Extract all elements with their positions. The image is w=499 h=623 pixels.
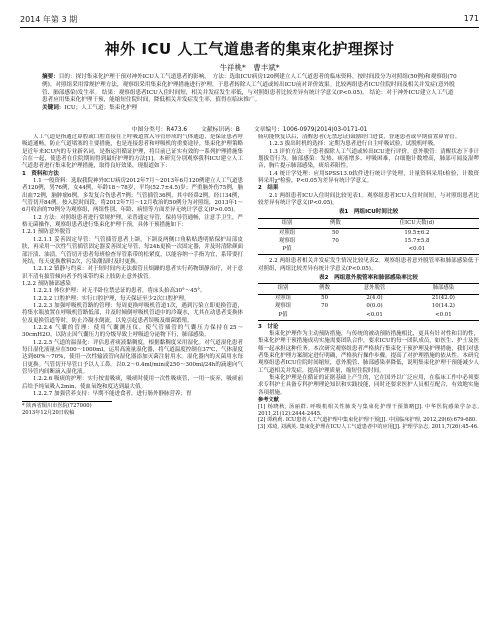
subsection-heading: 1.2.2 预防肺部感染 — [22, 280, 71, 287]
body-paragraph: 1.2.2.7 加强营养支持：早期不能进食者，进行肠外静脉营养；胃 — [33, 391, 192, 398]
reference-item: [2] 谭莉莉. ICU患者人工气道护理中集束化护理干预[J]. 中国临床护理, 2012,29(6):679-680. — [258, 417, 477, 424]
table-row — [258, 311, 479, 320]
table-row — [258, 237, 479, 245]
table-cell: 15.7±5.8 — [404, 237, 430, 244]
abstract — [42, 74, 457, 113]
table-cell: <0.01 — [341, 311, 408, 320]
table-cell: 50 — [331, 229, 339, 236]
table-header: 组别 — [258, 218, 316, 228]
body-paragraph: 1.2.2.1 体位护理：对无半卧位禁忌证的患者，将床头抬高30°～45°。 — [33, 288, 206, 295]
table-header: 意外脱管 — [341, 284, 408, 294]
body-paragraph: 集束化护理作为主动预防措施，与传统的被动预防措施相比，更具有针对性和目的性，集束化护理干预措施成功实施需要团队合作，要求ICU的每一团队成员，如医生、护士及医师一起承担这种任务。本次研究观察组患者严格执行集束化干预护理及护理措施，我们对患者集束化护理方案制定进行明确，严格执行操作步骤，提高了对护理措施的依从性。本研究观察组患者ICU住院时间缩短，意外脱管、肺部感染率降低，说明集束化护理干预能减少人工气道相关并发症，提高护理质量，缩短住院时间。 — [258, 330, 479, 374]
body-paragraph: 1.2.2.5 气道的温湿化：评估患者痰液黏稠度，根据黏稠度采用湿化。对气道湿化患者每日湿化液量应在500～1000ml，运用高流量湿化器，将气道温度控制在37℃，气体湿度达到60%～70%，使用一次性输液管向湿化器添加灭菌注射用水。湿化器内的灭菌用水每日更换。气管切开导管口予以人工鼻。以0.2～0.4ml/min或250～300ml/24h的滴速向气管导管内间断滴入湿化液。 — [22, 339, 243, 375]
subsection-heading: 1.2.1 预防意外脱管 — [22, 229, 71, 236]
table-cell: <0.01 — [355, 246, 479, 255]
table-row — [258, 294, 479, 303]
clc-number: 中图分类号：R473.6 — [131, 127, 188, 133]
table-header: 例数 — [316, 218, 355, 228]
section-heading: 2 结果 — [258, 185, 279, 192]
page-number: 171 — [463, 14, 479, 23]
doc-code: 文献标识码：B — [201, 127, 240, 133]
issue-label: 2014 年第 3 期 — [20, 15, 78, 24]
table-cell: 2(4.0) — [366, 295, 383, 302]
affiliation-note: * 陕西省铜川市医院(727000) — [22, 403, 92, 410]
table-row — [258, 303, 479, 311]
table-cell: 10(14.2) — [431, 303, 455, 310]
authors: 牛祥桃* 曹丰斌* — [219, 63, 280, 72]
table-1 — [258, 209, 479, 255]
body-paragraph: 1.2.3 拔出时机的选择：定期为患者进行自主呼吸试验，试脱机呼吸。 — [269, 141, 439, 148]
body-paragraph: 1.2.2.3 加强呼吸机管路的管理：每周更换呼吸机管道1次，遇到污染立即更换管道，将集水瓶放置在呼吸机管路低部，并及时倾倒呼吸机管道中的冷凝水，尤其在动患者变换体位及更换管道等时，防止冷凝水倒流，以免引起患者误吸及细菌繁殖。 — [22, 302, 243, 324]
footnote — [22, 401, 112, 417]
article-meta — [42, 124, 457, 133]
table-row — [258, 246, 479, 255]
body-paragraph: 1.4 统计学处理：应用SPSS13.0软件进行统计学处理，计量资料采用t检验，计数资料采用χ²检验，P<0.05为差异有统计学意义。 — [258, 170, 479, 185]
table-cell — [308, 311, 341, 320]
body-paragraph: 1.1 一般资料：选取我院神外ICU病房2012年7月～2013年6月120例建立人工气道患者120例，男76例，女44例，年龄18～78岁，平均(52.7±4.5)岁；严重脑外伤75例，脑出血72例，脑肿瘤6例，多发复合伤患者7例；气管插管36例，其中经鼻2例，经口34例，气管切开84例。按入院时间段，将2012年7月～12月收治的50例分为对照组，2013年1～6月收治的70例分为观察组，两组性别、年龄、病情等方面差异无统计学意义(P>0.05)。 — [22, 178, 243, 214]
body-paragraph: 1.3 评价方法：于患者拔除人工气道或转出ICU进行评价。意外脱管：清醒状态下非计划拔管行为。肺部感染：发热、痰液增多、呼吸困难，白细胞计数增高，肺部可闻及湿啰音，胸片提示肺部感染，痰培养阳性。 — [258, 148, 479, 170]
table-cell: <0.01 — [408, 311, 479, 320]
reference-item: [1] 杨晓秋, 汤丽群. 呼吸机相关性肺炎与集束化护理干预策略[J]. 中华医院感染学杂志, 2011,21(12):2444-2445. — [258, 403, 479, 417]
table-header: 组别 — [258, 284, 308, 294]
abstract-text: 目的：探讨集束化护理干预对神外ICU人工气道患者的影响。 方法：选取ICU病房120例建立人工气道患者的临床资料，按时间段分为对照组(50例)和观察组(70例)。对照组采用常规护理方法，观察组采用集束化护理措施进行护理，于患者转除人工气道或转出ICU前对评价效果。比较两组患者ICU住院时间及相关并发症(意外脱管、肺部感染)发生率。 结果：观察组患者ICU入住时间短，相关并发症发生率低，与对照组患者比较差异有统计学意义(P<0.05)。 结论：对于神外ICU建立人工气道患者应用集束化护理干预，能缩短住院时间，降低相关并发症发生率，值得在临床推广。 — [42, 74, 457, 104]
body-paragraph: 1.2.1.2 镇静与约束：对于短时间内无法拔管且烦躁的患者实行药物镇静治疗，对于意识不清有拔管倾向者予约束带约束上肢防止意外拔管。 — [22, 266, 243, 280]
references — [258, 397, 479, 431]
table-cell: 70 — [321, 303, 328, 310]
right-column — [258, 134, 479, 604]
body-paragraph: 集束化护理是在循证的证据基础上产生的，它在国外以广泛应用，在临床工作中必须要求专科护士具备专科护理理论知识和实践技能，同时还要求医护人员相互配合，有效地实施各项措施。 — [258, 374, 479, 396]
body-paragraph: 2.1 两组患者ICU入住时间比较见表1。观察组患者ICU入住时间短，与对照组患者比较差异有统计学意义(P<0.05)。 — [258, 192, 479, 207]
left-column — [22, 134, 243, 604]
body-paragraph: 1.2.1.1 妥善固定导管：气管插管患者上颌，下颌及两侧口角粘贴透明贴保护局部皮肤，再采用一次性气管插管固定器妥善固定导管，每24h更换一次固定器，并及时清除颜面部汗渍、油渍。气管切开患者每班检查导管系带的松紧度，以能容纳一手指为宜，系带要打死结，每天更换敷料2次，污染潮湿时及时更换。 — [22, 236, 243, 265]
body-paragraph: 1.2 方法：对照组患者进行常规护理，采普通定导管，保持导管通畅，注意手卫生，严格无菌操作，观察组患者进行集束化护理干预，具体干预措施如下： — [22, 214, 243, 229]
abstract-label: 摘要： — [42, 74, 59, 80]
table-header: 住ICU天数(d) — [355, 218, 479, 228]
table-cell: 观察组 — [274, 303, 292, 310]
references-heading: 参考文献 — [258, 397, 279, 403]
table-header: 例数 — [308, 284, 341, 294]
article-title: 神外 ICU 人工气道患者的集束化护理探讨 — [104, 40, 395, 58]
keywords: ICU；人工气道；集束化护理 — [64, 105, 138, 112]
table-2 — [258, 275, 479, 321]
table-caption: 表2 两组意外脱管率和肺部感染率比较 — [319, 274, 418, 281]
table-cell: 70 — [331, 237, 339, 244]
table-cell: P值 — [258, 311, 308, 320]
running-header — [20, 14, 479, 28]
table-cell: 0(0.0) — [366, 303, 383, 310]
table-cell: 19.5±6.2 — [404, 229, 430, 236]
table-cell: 对照组 — [278, 229, 296, 236]
table-caption: 表1 两组ICU时间比较 — [338, 209, 399, 216]
body-paragraph: 1.2.2.6 吸痰的护理：实行按需吸痰，吸痰时使用一次性吸痰管，一用一废弃，吸痰前后给予纯氧吸入2min，使血氧饱和度达到最大值。 — [22, 376, 243, 390]
body-paragraph: 肠功能恢复以后，清醒患者(无禁忌证)鼓励经口进食，昏迷患者或早期留置鼻胃管。 — [258, 134, 461, 140]
keywords-label: 关键词： — [42, 105, 65, 112]
table-cell: 21(42.0) — [431, 295, 455, 302]
received-date: 2013年12月20日收稿 — [22, 410, 75, 417]
reference-item: [3] 邓琦, 刘满英. 集束化护理在ICU人工气道患者中的应用[J]. 护理学杂志, 2011,7(26):45-46. — [258, 424, 479, 431]
table-cell: 观察组 — [278, 237, 296, 244]
table-cell — [316, 246, 355, 255]
table-row — [258, 229, 479, 238]
table-cell: 对照组 — [274, 295, 292, 302]
section-heading: 3 讨论 — [258, 323, 279, 330]
body-paragraph: 2.2 两组患者相关并发症发生情况比较见表2。观察组患者意外脱管率和肺部感染低于对照组，两组比较差异有统计学意义(P<0.05)。 — [258, 258, 479, 272]
table-cell: 50 — [321, 295, 328, 302]
table-header: 肺部感染 — [408, 284, 479, 294]
body-paragraph: 1.2.2.4 气囊的管理：使用气囊测压仪，使气管插管的气囊压力保持在25～30cmH2O，以防止因气囊压力的分级导致上呼吸道分泌物下行，肺部感染。 — [22, 324, 243, 339]
intro-paragraph: 人工气道是指通过鼻腔或口腔直接在上呼吸道置入导管形成的气体通道，是保证患者呼吸道通畅，防止气道堵塞的主要措施，也是连接患者和呼吸机的重要途径。集束化护理策略是近年来ICU内的专业新名词，是指运用循证护理，将目前已证实有效的一系列护理措施集合在一起，使患者在住院期间得到最好护理的方法[1]。本研究分别观察我科ICU建立人工气道患者进行集束化护理措施，取得良好效果，现报道如下： — [22, 134, 243, 170]
body-paragraph: 1.2.2.2 口腔护理：实行口腔护理，每天保证至少2次口腔护理。 — [33, 295, 190, 302]
section-heading: 1 资料和方法 — [22, 170, 59, 177]
article-number: 文章编号：1006-0979(2014)03-0171-01 — [253, 127, 368, 133]
table-cell: P值 — [258, 246, 316, 255]
